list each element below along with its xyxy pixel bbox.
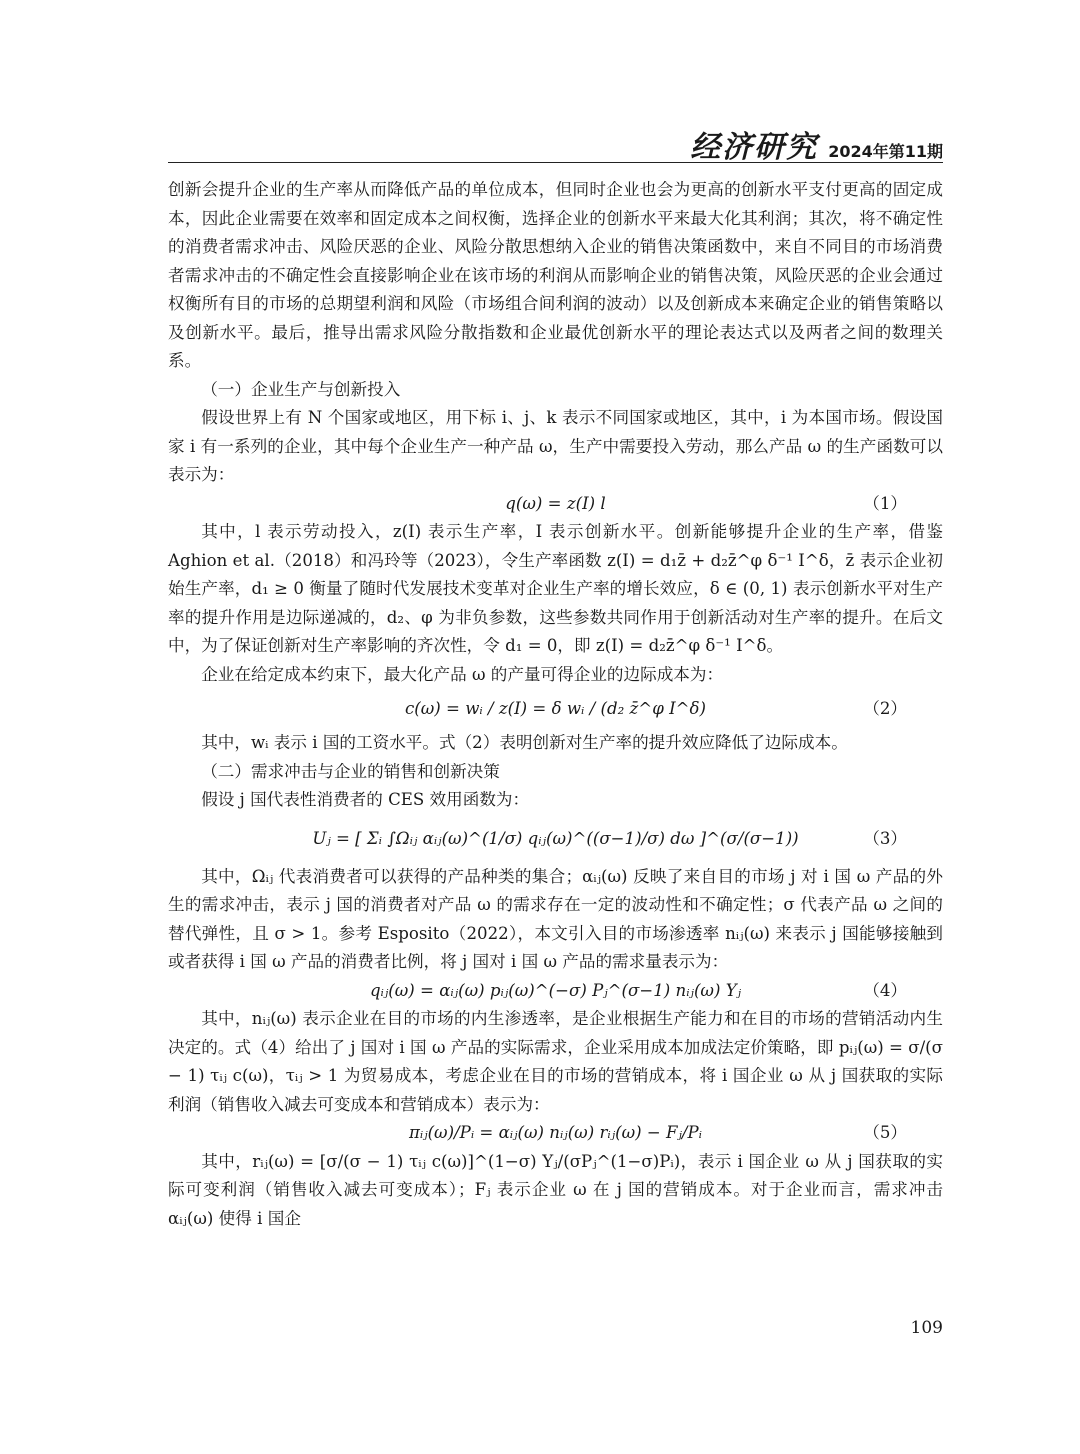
equation-number: （1） xyxy=(863,493,907,513)
page-header xyxy=(168,118,943,163)
equation-number: （5） xyxy=(863,1123,907,1142)
equation-expr: qᵢⱼ(ω) = αᵢⱼ(ω) pᵢⱼ(ω)^(−σ) Pⱼ^(σ−1) nᵢⱼ(ω) Yⱼ xyxy=(369,980,742,1000)
equation-4 xyxy=(168,977,943,1006)
equation-5 xyxy=(168,1119,943,1148)
equation-3 xyxy=(168,815,943,863)
paragraph: 其中，l 表示劳动投入，z(I) 表示生产率，I 表示创新水平。创新能够提升企业的生产率，借鉴 Aghion et al.（2018）和冯玲等（2023），令生产率函数 z(I) = d₁z̄ + d₂z̄^φ δ⁻¹ I^δ，z̄ 表示企业初始生产率，d₁ ≥ 0 衡量了随时代发展技术变革对企业生产率的增长效应，δ ∈ (0, 1) 表示创新水平对生产率的提升作用是边际递减的，d₂、φ 为非负参数，这些参数共同作用于创新活动对生产率的提升。在后文中，为了保证创新对生产率影响的齐次性，令 d₁ = 0，即 z(I) = d₂z̄^φ δ⁻¹ I^δ。 xyxy=(168,522,943,655)
paragraph: 企业在给定成本约束下，最大化产品 ω 的产量可得企业的边际成本为： xyxy=(201,664,724,684)
paragraph: 其中，Ωᵢⱼ 代表消费者可以获得的产品种类的集合；αᵢⱼ(ω) 反映了来自目的市场 j 对 i 国 ω 产品的外生的需求冲击，表示 j 国的消费者对产品 ω 的需求存在一定的波动性和不确定性；σ 代表产品 ω 之间的替代弹性，且 σ > 1。参考 Esposito（2022），本文引入目的市场渗透率 nᵢⱼ(ω) 来表示 j 国能够接触到或者获得 i 国 ω 产品的消费者比例，将 j 国对 i 国 ω 产品的需求量表示为： xyxy=(168,866,943,971)
issue-label: 2024年第11期 xyxy=(828,142,943,161)
journal-logo: 经济研究 xyxy=(690,130,819,165)
equation-number: （4） xyxy=(863,980,907,1000)
equation-expr: Uⱼ = [ Σᵢ ∫Ωᵢⱼ αᵢⱼ(ω)^(1/σ) qᵢⱼ(ω)^((σ−1)/σ) dω ]^(σ/(σ−1)) xyxy=(312,828,799,848)
page-number: 109 xyxy=(910,1318,943,1338)
equation-number: （3） xyxy=(863,828,907,848)
equation-1 xyxy=(168,490,943,519)
section-heading: （二）需求冲击与企业的销售和创新决策 xyxy=(201,761,500,781)
equation-2 xyxy=(168,689,943,729)
equation-number: （2） xyxy=(863,699,907,718)
paragraph: 其中，nᵢⱼ(ω) 表示企业在目的市场的内生渗透率，是企业根据生产能力和在目的市场的营销活动内生决定的。式（4）给出了 j 国对 i 国 ω 产品的实际需求，企业采用成本加成法定价策略，即 pᵢⱼ(ω) = σ/(σ − 1) τᵢⱼ c(ω)，τᵢⱼ > 1 为贸易成本，考虑企业在目的市场的营销成本，将 i 国企业 ω 从 j 国获取的实际利润（销售收入减去可变成本和营销成本）表示为： xyxy=(168,1009,943,1114)
section-heading: （一）企业生产与创新投入 xyxy=(201,379,401,399)
paragraph: 创新会提升企业的生产率从而降低产品的单位成本，但同时企业也会为更高的创新水平支付更高的固定成本，因此企业需要在效率和固定成本之间权衡，选择企业的创新水平来最大化其利润；其次，将不确定性的消费者需求冲击、风险厌恶的企业、风险分散思想纳入企业的销售决策函数中，来自不同目的市场消费者需求冲击的不确定性会直接影响企业在该市场的利润从而影响企业的销售决策，风险厌恶的企业会通过权衡所有目的市场的总期望利润和风险（市场组合间利润的波动）以及创新成本来确定企业的销售策略以及创新水平。最后，推导出需求风险分散指数和企业最优创新水平的理论表达式以及两者之间的数理关系。 xyxy=(168,180,943,370)
equation-expr: q(ω) = z(I) l xyxy=(505,493,606,513)
journal-info xyxy=(690,122,943,166)
article-body xyxy=(168,176,943,1233)
paragraph: 其中，rᵢⱼ(ω) = [σ/(σ − 1) τᵢⱼ c(ω)]^(1−σ) Yⱼ/(σPⱼ^(1−σ)Pᵢ)，表示 i 国企业 ω 从 j 国获取的实际可变利润（销售收入减去可变成本）；Fⱼ 表示企业 ω 在 j 国的营销成本。对于企业而言，需求冲击 αᵢⱼ(ω) 使得 i 国企 xyxy=(168,1151,943,1228)
paragraph: 假设世界上有 N 个国家或地区，用下标 i、j、k 表示不同国家或地区，其中，i 为本国市场。假设国家 i 有一系列的企业，其中每个企业生产一种产品 ω，生产中需要投入劳动，那么产品 ω 的生产函数可以表示为： xyxy=(168,408,943,484)
equation-expr: c(ω) = wᵢ / z(I) = δ wᵢ / (d₂ z̄^φ I^δ) xyxy=(404,699,707,718)
equation-expr: πᵢⱼ(ω)/Pᵢ = αᵢⱼ(ω) nᵢⱼ(ω) rᵢⱼ(ω) − Fⱼ/Pᵢ xyxy=(408,1123,703,1142)
paragraph: 其中，wᵢ 表示 i 国的工资水平。式（2）表明创新对生产率的提升效应降低了边际成本。 xyxy=(201,733,848,752)
paragraph: 假设 j 国代表性消费者的 CES 效用函数为： xyxy=(201,790,530,809)
